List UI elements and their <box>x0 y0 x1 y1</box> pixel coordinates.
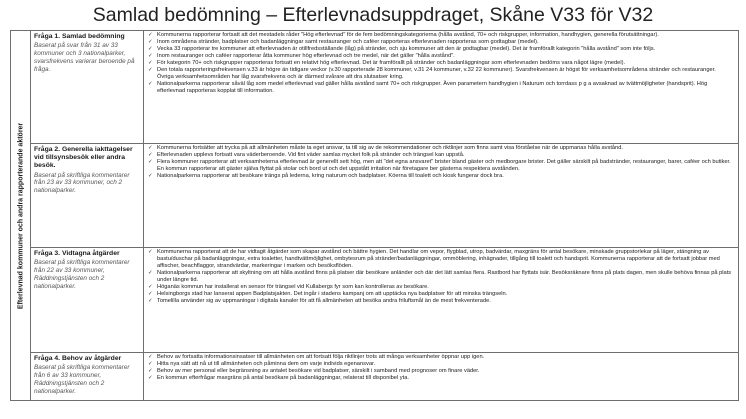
list-item-text: Vecka 33 rapporterar tre kommuner att efterlevnaden är otillfredsställande (låg) på stränder, och sju kommuner att den är godtagbar (medel). Det är framförallt kategorin "hålla avstånd" som inte följs. <box>157 46 656 53</box>
checkmark-icon: ✓ <box>148 159 153 166</box>
list-item-text: Tomelilla använder sig av uppmaningar i digitala kanaler för att få allmänheten att besöka andra friluftsmål än de mest frekventerade. <box>157 298 491 305</box>
question-cell <box>31 248 144 352</box>
list-item-text: En kommun efterfrågar maxgräns på antal besökare på badanläggningar, relaterat till disponibel yta. <box>157 375 409 382</box>
list-item-text: För kategorin 70+ och riskgrupper rapporteras fortsatt en relativt hög efterlevnad. Det är framförallt på stränder och badanläggningar som efterlevnaden bedöms vara något lägre (medel). <box>157 60 626 67</box>
list-item <box>148 249 734 270</box>
list-item-text: Kommunerna rapporterar fortsatt att det mestadels råder "Hög efterlevnad" för de fem bedömningskategorierna (hålla avstånd, 70+ och riskgrupper, information, handhygien, generella förutsättningar). <box>157 32 659 38</box>
list-item <box>148 173 734 180</box>
findings-list <box>144 144 738 247</box>
table-row <box>31 144 738 248</box>
list-item <box>148 361 734 368</box>
list-item-text: Den totala rapporteringsfrekvensen v.33 är högre än tidigare veckor (v.30 rapporterade 28 kommuner, v.31 24 kommuner, v.32 22 kommuner). Svarsfrekvensen är högst för verksamhetsområdena stränder och restauranger. Övriga verksamhetsområden har låg svarsfrekvens och är därmed svårare att dra slutsatser kring. <box>157 67 716 81</box>
list-item-text: Efterlevnaden upplevs fortsatt vara väderberoende. Vid fint väder samlas mycket folk på stränder och trängsel kan uppstå. <box>157 152 465 159</box>
list-item <box>148 32 734 39</box>
question-cell <box>31 144 144 247</box>
question-source-note: Baserat på skriftliga kommentarer från 6 av 33 kommuner, Räddningstjänsten och 2 nationalparker. <box>34 364 130 395</box>
side-column <box>11 31 31 400</box>
list-item-text: Behov av mer personal eller begränsning av antalet besökare vid badplatser, särskilt i samband med prognoser om finare väder. <box>157 368 480 375</box>
table-row <box>31 353 738 400</box>
assessment-table <box>10 30 739 401</box>
checkmark-icon: ✓ <box>148 152 153 159</box>
page-title: Samlad bedömning – Efterlevnadsuppdraget, Skåne V33 för V32 <box>92 4 654 26</box>
checkmark-icon: ✓ <box>148 67 153 74</box>
list-item-text: Helsingborgs stad har lanserat appen Badplatsjakten. Det ingår i stadens kampanj om att upptäcka nya badplatser för att minska trängseln. <box>157 291 508 298</box>
question-heading: Fråga 3. Vidtagna åtgärder <box>34 250 120 257</box>
checkmark-icon: ✓ <box>148 32 153 38</box>
checkmark-icon: ✓ <box>148 368 153 375</box>
checkmark-icon: ✓ <box>148 270 153 277</box>
side-label: Efterlevnad kommuner och andra rapporterande aktörer <box>17 122 24 309</box>
list-item-text: Nationalparkerna rapporterar att besökare trängs på lederna, kring naturum och badplatser. Köerna till toalett och kiosk fungerar dock bra. <box>157 173 504 180</box>
checkmark-icon: ✓ <box>148 361 153 368</box>
checkmark-icon: ✓ <box>148 298 153 305</box>
checkmark-icon: ✓ <box>148 354 153 360</box>
list-item-text: Hitta nya sätt att nå ut till allmänheten och påminna dem om varje individs egenansvar. <box>157 361 376 368</box>
question-source-note: Baserat på svar från 31 av 33 kommuner och 3 nationalparker, svarsfrekvens varierar beroende på fråga. <box>34 42 135 73</box>
list-item <box>148 159 734 173</box>
list-item-text: Nationalparkerna rapporterar att skyltning om att hålla avstånd finns på platser där besökare anländer och där det lätt samlas flera. Rastbord har flyttats isär. Besöksräknare finns på plats dagen, men skulle behöva finnas på plats under längre tid. <box>157 270 732 284</box>
checkmark-icon: ✓ <box>148 284 153 291</box>
list-item <box>148 354 734 361</box>
list-item-text: Nationalparkerna rapporterar såväl låg som medel efterlevnad vad gäller hålla avstånd samt 70+ och riskgrupper. Även parametern handhygien i Naturum och torrdass p g a avsaknad av tvättmöjligheter (handsprit). Hög efterlevnad rapporteras kopplat till information. <box>157 81 708 95</box>
table-rows <box>31 31 738 400</box>
question-source-note: Baserat på skriftliga kommentarer från 22 av 33 kommuner, Räddningstjänsten och 2 nationalparker. <box>34 259 130 290</box>
list-item <box>148 375 734 382</box>
table-row <box>31 31 738 144</box>
findings-list <box>144 353 738 400</box>
checkmark-icon: ✓ <box>148 375 153 382</box>
list-item-text: Behov av fortsatta informationsinsatser till allmänheten om att fortsatt följa riktlinjer trots att många verksamheter öppnar upp igen. <box>157 354 485 360</box>
list-item <box>148 67 734 81</box>
list-item-text: Inom restauranger och caféer rapporterar åtta kommuner hög efterlevnad och tre medel, när det gäller "hålla avstånd". <box>157 53 455 60</box>
checkmark-icon: ✓ <box>148 39 153 46</box>
list-item <box>148 298 734 305</box>
checkmark-icon: ✓ <box>148 81 153 88</box>
table-row <box>31 248 738 353</box>
checkmark-icon: ✓ <box>148 145 153 151</box>
list-item-text: Flera kommuner rapporterar att verksamheterna efterlevnad är generellt sett hög, men att "det egna ansvaret" brister bland gäster och medborgare brister. Det gäller särskilt på badstränder, restauranger, barer, caféer och butiker. En kommun rapporterar att gäster själva flyttat på stolar och bord ut och det uppstått irritation när företagare ber gästerna respektera avstånden. <box>157 159 731 173</box>
list-item-text: Höganäs kommun har installerat en sensor för trängsel vid Kullabergs fyr som kan kontrolleras av besökare. <box>157 284 429 291</box>
list-item-text: Kommunerna fortsätter att trycka på att allmänheten måste ta eget ansvar, ta till sig av de rekommendationer och riktlinjer som finns samt visa förståelse när de uppmanas hålla avstånd. <box>157 145 623 151</box>
question-cell <box>31 353 144 400</box>
findings-list <box>144 31 738 143</box>
list-item-text: Inom områdena stränder, badplatser och badanläggningar samt restauranger och caféer rapporteras efterlevnaden rapporteras som godtagbar (medel). <box>157 39 539 46</box>
checkmark-icon: ✓ <box>148 291 153 298</box>
question-source-note: Baserat på skriftliga kommentarer från 23 av 33 kommuner, och 2 nationalparker. <box>34 171 130 195</box>
list-item-text: Kommunerna rapporterat att de har vidtagit åtgärder som skapar avstånd och bättre hygien. Det handlar om vepor, flygblad, utrop, badvärdar, maxgräns för antal besökare, minskade gruppstorlekar på läger, stängning av bastu/duschar på badanläggningar, extra toaletter, handtvättmöjlighet, ombytesrum på stränder/badanläggningar, ommöblering, inhägnader, tillgång till toalett och handsprit. Kommunerna rapporterar att de fortsatt jobbar med affischer, beachflaggor, strandvärdar, markeringar i marken och besöksflöden. <box>157 249 720 270</box>
checkmark-icon: ✓ <box>148 173 153 180</box>
list-item <box>148 145 734 152</box>
checkmark-icon: ✓ <box>148 46 153 53</box>
checkmark-icon: ✓ <box>148 249 153 255</box>
list-item <box>148 81 734 95</box>
question-heading: Fråga 2. Generella iakttagelser vid tillsynsbesök eller andra besök. <box>34 146 133 170</box>
findings-list <box>144 248 738 352</box>
checkmark-icon: ✓ <box>148 60 153 67</box>
question-cell <box>31 31 144 143</box>
checkmark-icon: ✓ <box>148 53 153 60</box>
question-heading: Fråga 4. Behov av åtgärder <box>34 355 122 362</box>
list-item <box>148 270 734 284</box>
question-heading: Fråga 1. Samlad bedömning <box>34 33 125 40</box>
